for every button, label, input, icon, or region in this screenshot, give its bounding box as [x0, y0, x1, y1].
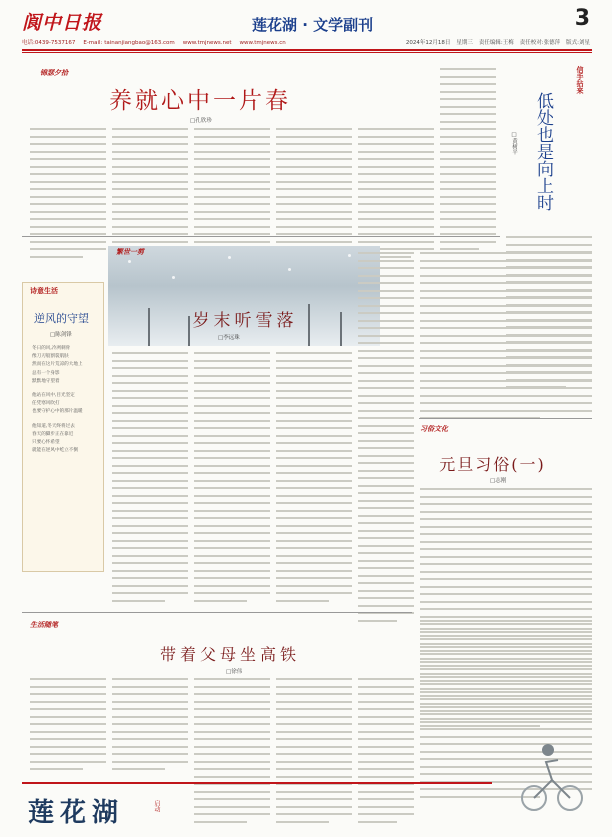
- footer-sub: 启动: [153, 800, 160, 812]
- main-body-col-5: [358, 128, 434, 263]
- poem-line: 总有一个身影: [32, 370, 60, 376]
- tree-trunk: [148, 308, 150, 346]
- poem-line: 只要心怀希望: [32, 440, 60, 446]
- header-rule-thin: [22, 52, 592, 53]
- poem-line: 春天的脚步正在靠近: [32, 431, 74, 437]
- poem-line: 他知道,冬天终将过去: [32, 423, 75, 429]
- father-body-col-1: [30, 678, 106, 776]
- website-2: www.tmjnews.cn: [239, 40, 286, 46]
- poem-line: 他站在风中,目光坚定: [32, 393, 75, 399]
- snowflake: [128, 260, 131, 263]
- custom-byline: □志刚: [490, 478, 507, 484]
- poem-line: 默默地守望着: [32, 378, 60, 384]
- right-bottom-text: [420, 620, 592, 733]
- snow-body-col-1: [112, 352, 188, 607]
- father-headline: 带着父母坐高铁: [159, 645, 300, 664]
- main-byline: □孔欣珍: [190, 118, 212, 124]
- custom-column-label: 习俗文化: [420, 425, 448, 433]
- issue-info: [380, 38, 590, 49]
- right-col-text: [420, 252, 592, 425]
- weekday: 星期三: [456, 40, 473, 46]
- tree-trunk: [340, 312, 342, 346]
- custom-divider: [419, 418, 592, 419]
- bottom-divider: [22, 612, 412, 613]
- rider-illustration: [494, 720, 594, 820]
- main-body-col-4: [276, 128, 352, 263]
- newspaper-logo: 阆中日报: [22, 12, 103, 34]
- email: E-mail: tainanjiangbao@163.com: [83, 40, 175, 46]
- vertical-column-label: 信手拈来: [576, 66, 584, 94]
- snowflake: [172, 276, 175, 279]
- phone: 电话:0439-7537167: [22, 40, 76, 46]
- proofreader: 责任校对:张德萍: [519, 40, 561, 46]
- poem-column-label: 诗意生活: [30, 287, 58, 295]
- section-divider: [22, 236, 500, 237]
- snowflake: [228, 256, 231, 259]
- snow-body-col-2: [194, 352, 270, 607]
- snow-body-col-3: [276, 352, 352, 607]
- main-column-label: 锦瑟夕拾: [40, 69, 68, 77]
- contact-info: [22, 38, 286, 49]
- main-body-col-1: [30, 128, 106, 263]
- custom-headline: 元旦习俗(一): [439, 455, 546, 474]
- website: www.tmjnews.net: [182, 40, 232, 46]
- section-title: 莲花湖 · 文学副刊: [252, 16, 374, 34]
- father-column-label: 生活随笔: [30, 621, 58, 629]
- bicycle-frame: [534, 760, 570, 798]
- snowflake: [288, 268, 291, 271]
- snow-column-label: 繁世一剪: [116, 248, 144, 256]
- snow-body-col-4: [358, 252, 414, 627]
- footer-logo: 莲花湖: [28, 798, 125, 828]
- poem-title: 逆风的守望: [34, 312, 89, 325]
- masthead: [22, 6, 592, 40]
- poem-line: 然而在这片荒凉的大地上: [32, 362, 83, 368]
- vertical-byline: □黄树平: [511, 132, 517, 155]
- snow-headline: 岁末听雪落: [192, 311, 298, 331]
- poem-line: 像刀刃般割裂肌肤: [32, 354, 69, 360]
- father-body-col-2: [112, 678, 188, 776]
- poem-line: 也要守护心中的那片温暖: [32, 409, 83, 415]
- poem-line: 冬日的风,冷冽刺骨: [32, 346, 71, 351]
- main-body-col-2: [112, 128, 188, 263]
- issue-date: 2024年12月18日: [405, 40, 451, 46]
- mid-column-text: [440, 68, 496, 256]
- rider-head: [542, 744, 554, 756]
- vertical-headline: 低处也是向上时: [533, 92, 553, 211]
- main-headline: 养就心中一片春: [109, 88, 291, 114]
- father-byline: □徐伟: [226, 669, 243, 675]
- snow-illustration: [108, 246, 380, 346]
- header-rule: [22, 49, 592, 51]
- poem-body: [32, 345, 98, 455]
- poem-line: 就能在逆风中屹立不倒: [32, 448, 78, 454]
- page-number: 3: [574, 6, 590, 31]
- poem-byline: □陈剑锋: [50, 332, 72, 338]
- snow-byline: □李远珠: [218, 335, 240, 341]
- poem-line: 任凭寒风吹打: [32, 401, 60, 407]
- editor: 责任编辑:王梅: [478, 40, 514, 46]
- layout-editor: 版式:刘星: [566, 40, 590, 46]
- main-body-col-3: [194, 128, 270, 263]
- snowflake: [348, 254, 351, 257]
